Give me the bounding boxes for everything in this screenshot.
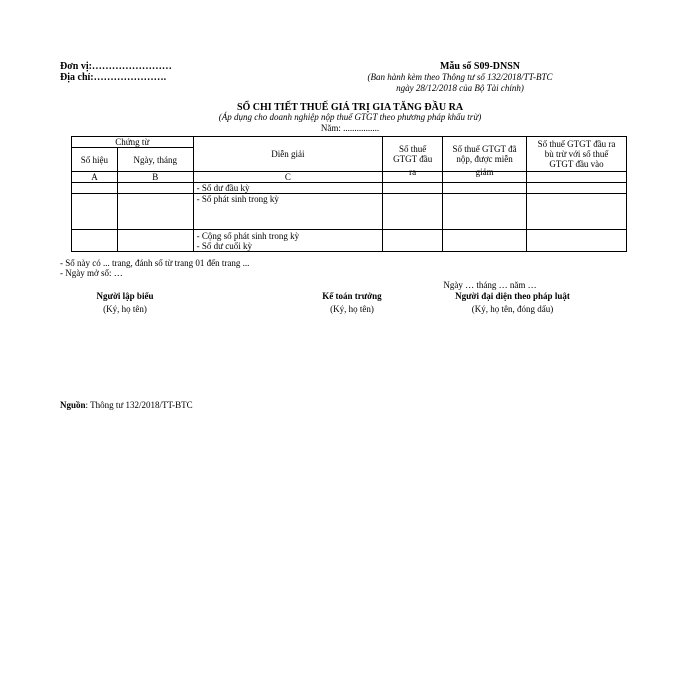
row-arising: - Số phát sinh trong kỳ: [193, 194, 383, 230]
code-2: [443, 167, 527, 183]
voucher-group-header: Chứng từ: [72, 137, 194, 148]
row-total-arising-cell: [193, 230, 383, 252]
accountant-title: Kế toán trưởng: [322, 291, 382, 301]
date-header: Ngày, tháng: [117, 148, 193, 172]
source-label: Nguồn: [60, 400, 86, 410]
legal-rep-title: Người đại diện theo pháp luật: [455, 291, 570, 301]
code-b: B: [117, 172, 193, 183]
output-vat-header-line2: GTGT đầu: [393, 154, 433, 164]
unit-field: Đơn vị:……………………: [60, 61, 172, 72]
vat-offset-header: [527, 137, 627, 172]
preparer-note: (Ký, họ tên): [103, 304, 147, 314]
date-line: Ngày … tháng … năm …: [443, 280, 537, 290]
address-field: Địa chỉ:………………….: [60, 72, 167, 83]
accountant-note: (Ký, họ tên): [330, 304, 374, 314]
open-date-note: - Ngày mở sổ: …: [60, 268, 123, 278]
vat-offset-header-line2: bù trừ với số thuế: [544, 149, 609, 159]
form-code: Mẫu số S09-DNSN: [439, 61, 520, 72]
source-line: [60, 400, 193, 410]
code-c: C: [193, 172, 383, 183]
row-closing-balance: - Số dư cuối kỳ: [196, 241, 253, 251]
row-total-arising: - Cộng số phát sinh trong kỳ: [196, 231, 300, 241]
description-header: Diễn giải: [193, 137, 383, 172]
code-1: [383, 167, 443, 183]
issued-by-line2: ngày 28/12/2018 của Bộ Tài chính): [396, 83, 524, 93]
code-3: [527, 172, 627, 183]
number-header: Số hiệu: [72, 148, 118, 172]
year-field: Năm: ................: [320, 123, 380, 133]
source-text: : Thông tư 132/2018/TT-BTC: [85, 400, 193, 410]
vat-offset-header-line1: Số thuế GTGT đầu ra: [537, 139, 616, 149]
output-vat-header-line1: Số thuế: [399, 144, 427, 154]
vat-offset-header-line3: GTGT đầu vào: [549, 159, 604, 169]
legal-rep-note: (Ký, họ tên, đóng dấu): [471, 304, 554, 314]
code-a: A: [72, 172, 118, 183]
issued-by-line1: (Ban hành kèm theo Thông tư số 132/2018/TT-BTC: [367, 72, 553, 82]
output-vat-header-line3: ra: [409, 167, 417, 177]
vat-paid-header-line1: Số thuế GTGT đã: [452, 144, 517, 154]
vat-ledger-table: [71, 136, 627, 252]
vat-paid-header-line3: giảm: [475, 167, 494, 177]
pages-note: - Sổ này có ... trang, đánh số từ trang 01 đến trang ...: [60, 258, 250, 268]
page-title: SỔ CHI TIẾT THUẾ GIÁ TRỊ GIA TĂNG ĐẦU RA: [236, 102, 464, 113]
vat-paid-header-line2: nộp, được miễn: [456, 154, 513, 164]
page-subtitle: (Áp dụng cho doanh nghiệp nộp thuế GTGT theo phương pháp khấu trừ): [218, 112, 482, 122]
row-opening-balance: - Số dư đầu kỳ: [193, 183, 383, 194]
preparer-title: Người lập biểu: [96, 291, 154, 301]
